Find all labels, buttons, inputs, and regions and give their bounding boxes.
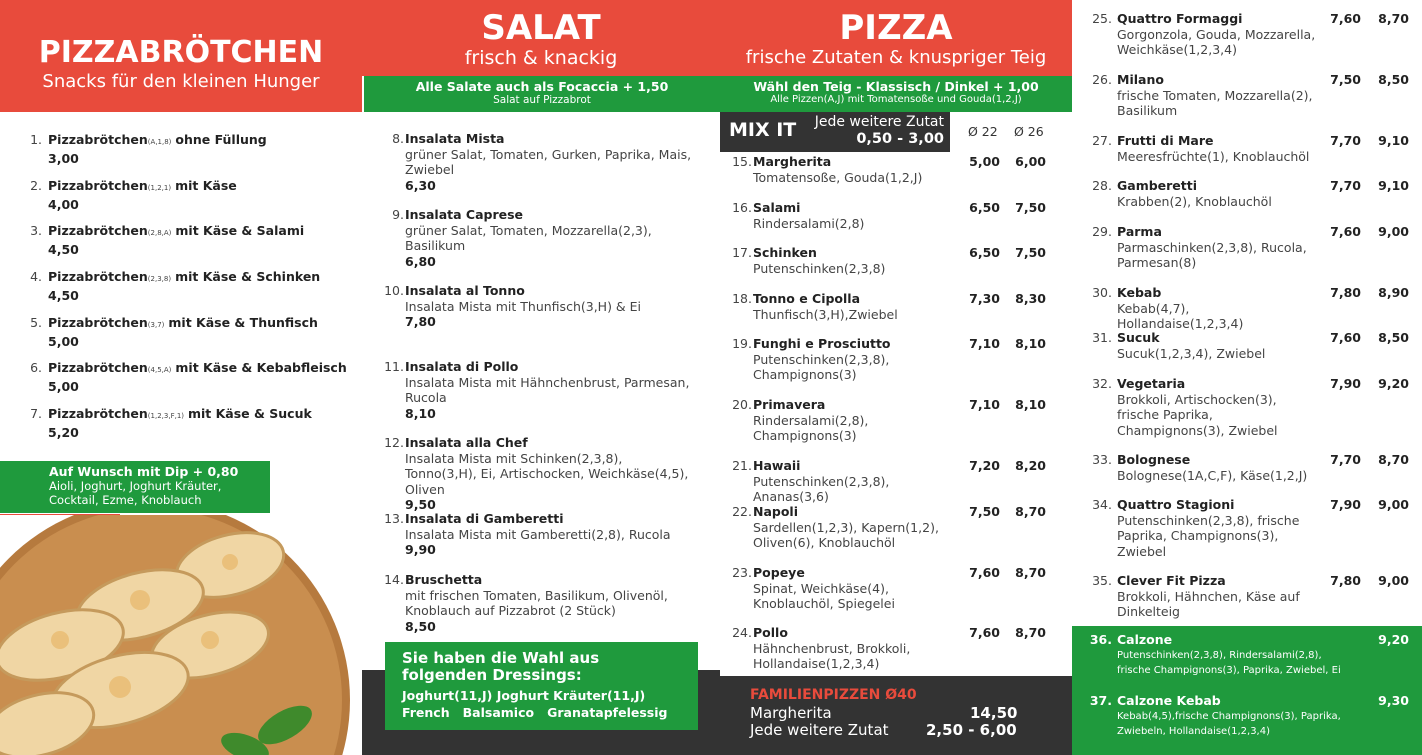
item-name: Schinken: [753, 245, 817, 260]
item-name: Pizzabrötchen: [48, 315, 148, 330]
item-name: Insalata al Tonno: [405, 283, 525, 298]
item-number: 23.: [732, 565, 752, 580]
item-name: Gamberetti: [1117, 178, 1198, 193]
item-number: 35.: [1092, 573, 1112, 588]
price-small: 7,60: [1330, 224, 1361, 239]
item-price: 3,00: [48, 150, 79, 166]
item-body: [1117, 178, 1317, 209]
item-desc: Rindersalami(2,8): [753, 215, 865, 231]
broetchen-item: [0, 178, 362, 218]
salat-banner: [364, 76, 720, 112]
item-allergens: (2,3,8): [147, 275, 172, 283]
item-variant: mit Käse: [175, 178, 237, 193]
item-price: 7,80: [405, 314, 436, 329]
item-allergens: (1,2,3,F,1): [147, 412, 184, 420]
item-price: 9,50: [405, 497, 436, 512]
item-body: [1117, 72, 1317, 119]
price-small: 7,90: [1330, 497, 1361, 512]
item-desc: Putenschinken(2,3,8): [753, 260, 886, 276]
item-number: 16.: [732, 200, 752, 215]
pizza-banner-text: Wähl den Teig - Klassisch / Dinkel + 1,00: [753, 79, 1039, 94]
item-body: [405, 359, 695, 421]
item-body: [1117, 573, 1317, 620]
price: 9,20: [1378, 632, 1409, 647]
pizza-item: [720, 565, 1072, 615]
item-desc: Putenschinken(2,3,8), Champignons(3): [753, 351, 890, 382]
mix-it-label: MIX IT: [729, 119, 797, 141]
broetchen-item: [0, 269, 362, 309]
item-number: 15.: [732, 154, 752, 169]
price-large: 8,50: [1378, 330, 1409, 345]
item-allergens: (A,1,8): [147, 138, 172, 146]
item-desc: Putenschinken(2,3,8), Ananas(3,6): [753, 473, 890, 504]
item-price: 5,00: [48, 333, 79, 349]
dip-title: Auf Wunsch mit Dip + 0,80: [49, 464, 239, 479]
pizza-item: [720, 245, 1072, 295]
price-large: 8,50: [1378, 72, 1409, 87]
pizza-item: [1072, 224, 1422, 284]
item-number: 24.: [732, 625, 752, 640]
salat-item: [362, 435, 720, 512]
item-price: 6,80: [405, 253, 436, 269]
price-large: 8,30: [1015, 291, 1046, 306]
salat-item: [362, 511, 720, 581]
item-name: Quattro Formaggi: [1117, 11, 1243, 26]
family-title: FAMILIENPIZZEN Ø40: [750, 687, 917, 703]
price-large: 8,90: [1378, 285, 1409, 300]
salat-banner-sub: Salat auf Pizzabrot: [493, 94, 591, 106]
item-body: [1117, 285, 1317, 332]
pizza-header: [720, 0, 1072, 76]
item-name: Calzone Kebab: [1117, 693, 1221, 708]
item-desc: Thunfisch(3,H),Zwiebel: [753, 306, 898, 322]
item-name: Margherita: [753, 154, 832, 169]
item-price: 9,90: [405, 542, 436, 557]
item-name: Popeye: [753, 565, 805, 580]
item-body: [405, 572, 695, 634]
item-number: 9.: [392, 207, 404, 222]
item-number: 5.: [30, 315, 42, 330]
item-allergens: (4,5,A): [147, 366, 172, 374]
item-line: [48, 269, 358, 288]
calzone-item: [1072, 693, 1422, 748]
item-price: 5,00: [48, 378, 79, 394]
price-small: 7,90: [1330, 376, 1361, 391]
item-name: Kebab: [1117, 285, 1162, 300]
item-price: 8,50: [405, 618, 436, 634]
price-small: 7,20: [969, 458, 1000, 473]
price-small: 7,70: [1330, 133, 1361, 148]
pizza-rolls-photo: [0, 515, 362, 755]
price-small: 7,10: [969, 397, 1000, 412]
item-body: [48, 178, 358, 212]
item-body: [405, 511, 695, 558]
item-body: [48, 406, 358, 440]
item-desc: Putenschinken(2,3,8), Rindersalami(2,8), frische Champignons(3), Paprika, Zwiebel, Ei: [1117, 649, 1341, 676]
item-name: Parma: [1117, 224, 1162, 239]
item-variant: mit Käse & Thunfisch: [168, 315, 318, 330]
item-body: [753, 458, 968, 505]
price-large: 9,20: [1378, 376, 1409, 391]
price-large: 9,10: [1378, 178, 1409, 193]
item-body: [753, 154, 968, 185]
item-name: Pizzabrötchen: [48, 223, 148, 238]
family-extra: Jede weitere Zutat: [750, 721, 889, 739]
broetchen-item: [0, 315, 362, 355]
price-small: 7,80: [1330, 573, 1361, 588]
item-name: Insalata Mista: [405, 131, 505, 146]
item-number: 10.: [384, 283, 404, 298]
item-name: Calzone: [1117, 632, 1173, 647]
dressing-line1: Joghurt(11,J) Joghurt Kräuter(11,J): [402, 688, 646, 703]
item-body: [753, 336, 968, 383]
item-body: [405, 131, 695, 193]
item-desc: Brokkoli, Hähnchen, Käse auf Dinkelteig: [1117, 588, 1300, 619]
salat-item: [362, 572, 720, 642]
price-small: 7,70: [1330, 178, 1361, 193]
item-price: 5,20: [48, 424, 79, 440]
item-desc: Brokkoli, Artischocken(3), frische Paprika, Champignons(3), Zwiebel: [1117, 391, 1278, 438]
item-number: 1.: [30, 132, 42, 147]
pizza-subtitle: frische Zutaten & knuspriger Teig: [745, 47, 1047, 68]
dressing-title: Sie haben die Wahl aus folgenden Dressings:: [402, 649, 600, 684]
item-name: Pizzabrötchen: [48, 406, 148, 421]
price-large: 8,10: [1015, 397, 1046, 412]
item-desc: Meeresfrüchte(1), Knoblauchöl: [1117, 148, 1310, 164]
item-desc: Kebab(4,7), Hollandaise(1,2,3,4): [1117, 300, 1244, 331]
salat-title: SALAT: [481, 8, 601, 48]
item-line: [48, 178, 358, 197]
pizza-item: [1072, 573, 1422, 633]
item-desc: Parmaschinken(2,3,8), Rucola, Parmesan(8): [1117, 239, 1307, 270]
item-allergens: (2,8,A): [147, 229, 172, 237]
size-large-label: Ø 26: [1014, 124, 1044, 139]
item-name: Insalata alla Chef: [405, 435, 528, 450]
item-name: Quattro Stagioni: [1117, 497, 1235, 512]
family-pizza-box: [720, 676, 1072, 755]
item-body: [1117, 452, 1317, 483]
pizza-title: PIZZA: [839, 8, 953, 48]
pizza-item: [720, 397, 1072, 447]
price-small: 7,50: [969, 504, 1000, 519]
pizza-banner-sub: Alle Pizzen(A,J) mit Tomatensoße und Gouda(1,2,J): [770, 94, 1022, 105]
item-number: 27.: [1092, 133, 1112, 148]
mix-it-price: 0,50 - 3,00: [856, 131, 944, 147]
item-name: Hawaii: [753, 458, 801, 473]
item-body: [48, 132, 358, 166]
item-allergens: (1,2,1): [147, 184, 172, 192]
price-small: 6,50: [969, 245, 1000, 260]
price-large: 9,10: [1378, 133, 1409, 148]
item-line: [48, 223, 358, 242]
item-desc: Insalata Mista mit Schinken(2,3,8), Tonno(3,H), Ei, Artischocken, Weichkäse(4,5), Oliven: [405, 450, 689, 497]
mix-it-text: Jede weitere Zutat: [814, 114, 944, 130]
item-number: 26.: [1092, 72, 1112, 87]
item-desc: frische Tomaten, Mozzarella(2), Basilikum: [1117, 87, 1313, 118]
item-desc: Insalata Mista mit Thunfisch(3,H) & Ei: [405, 298, 642, 314]
item-desc: Sardellen(1,2,3), Kapern(1,2), Oliven(6), Knoblauchöl: [753, 519, 939, 550]
price-small: 7,60: [1330, 330, 1361, 345]
item-desc: Insalata Mista mit Gamberetti(2,8), Rucola: [405, 526, 671, 542]
item-name: Pollo: [753, 625, 788, 640]
item-number: 34.: [1092, 497, 1112, 512]
item-line: [48, 132, 358, 151]
item-body: [1117, 497, 1317, 559]
item-desc: grüner Salat, Tomaten, Gurken, Paprika, Mais, Zwiebel: [405, 146, 692, 177]
item-name: Bolognese: [1117, 452, 1191, 467]
item-line: [48, 315, 358, 334]
item-desc: grüner Salat, Tomaten, Mozzarella(2,3), Basilikum: [405, 222, 652, 253]
salat-item: [362, 283, 720, 353]
item-desc: Hähnchenbrust, Brokkoli, Hollandaise(1,2,3,4): [753, 640, 911, 671]
item-desc: Tomatensoße, Gouda(1,2,J): [753, 169, 923, 185]
price-small: 7,60: [969, 625, 1000, 640]
item-price: 4,50: [48, 241, 79, 257]
pizza-item: [1072, 376, 1422, 436]
size-small-label: Ø 22: [968, 124, 998, 139]
item-number: 3.: [30, 223, 42, 238]
item-body: [1117, 632, 1357, 678]
item-number: 12.: [384, 435, 404, 450]
item-number: 25.: [1092, 11, 1112, 26]
item-name: Napoli: [753, 504, 799, 519]
price-large: 9,00: [1378, 224, 1409, 239]
item-desc: Rindersalami(2,8), Champignons(3): [753, 412, 869, 443]
price-small: 7,30: [969, 291, 1000, 306]
price-small: 5,00: [969, 154, 1000, 169]
price-large: 8,70: [1378, 452, 1409, 467]
item-desc: Spinat, Weichkäse(4), Knoblauchöl, Spiegelei: [753, 580, 895, 611]
item-body: [1117, 376, 1317, 438]
family-price: 14,50: [970, 704, 1018, 722]
item-desc: mit frischen Tomaten, Basilikum, Olivenöl, Knoblauch auf Pizzabrot (2 Stück): [405, 587, 668, 618]
pizza-item: [720, 504, 1072, 554]
item-body: [1117, 133, 1317, 164]
item-body: [753, 291, 968, 322]
item-number: 36.: [1089, 632, 1112, 647]
item-body: [405, 435, 695, 513]
item-number: 32.: [1092, 376, 1112, 391]
item-number: 7.: [30, 406, 42, 421]
item-name: Milano: [1117, 72, 1164, 87]
price-large: 8,20: [1015, 458, 1046, 473]
item-variant: mit Käse & Schinken: [175, 269, 321, 284]
item-body: [1117, 11, 1317, 58]
salat-item: [362, 359, 720, 429]
item-name: Pizzabrötchen: [48, 360, 148, 375]
item-line: [48, 406, 358, 425]
item-name: Salami: [753, 200, 801, 215]
item-desc: Putenschinken(2,3,8), frische Paprika, Champignons(3), Zwiebel: [1117, 512, 1300, 559]
price-small: 6,50: [969, 200, 1000, 215]
item-body: [405, 283, 695, 330]
pizza-item: [720, 154, 1072, 204]
item-body: [1117, 693, 1357, 739]
salat-banner-text: Alle Salate auch als Focaccia + 1,50: [415, 79, 669, 94]
item-name: Bruschetta: [405, 572, 483, 587]
pizza-item: [1072, 72, 1422, 132]
item-name: Clever Fit Pizza: [1117, 573, 1226, 588]
item-variant: mit Käse & Kebabfleisch: [175, 360, 347, 375]
item-number: 22.: [732, 504, 752, 519]
price-large: 6,00: [1015, 154, 1046, 169]
item-number: 37.: [1089, 693, 1112, 708]
item-body: [753, 625, 968, 672]
item-price: 8,10: [405, 405, 436, 421]
item-name: Vegetaria: [1117, 376, 1186, 391]
item-desc: Bolognese(1A,C,F), Käse(1,2,J): [1117, 467, 1308, 483]
pizza-item: [720, 458, 1072, 508]
item-number: 28.: [1092, 178, 1112, 193]
pizzabroetchen-header: [0, 0, 362, 112]
item-number: 4.: [30, 269, 42, 284]
item-body: [753, 504, 968, 551]
item-name: Insalata di Pollo: [405, 359, 519, 374]
item-desc: Gorgonzola, Gouda, Mozzarella, Weichkäse(1,2,3,4): [1117, 26, 1316, 57]
pizza-item: [1072, 497, 1422, 557]
price-large: 8,10: [1015, 336, 1046, 351]
item-name: Primavera: [753, 397, 826, 412]
price: 9,30: [1378, 693, 1409, 708]
broetchen-item: [0, 360, 362, 400]
item-body: [753, 565, 968, 612]
item-desc: Krabben(2), Knoblauchöl: [1117, 193, 1272, 209]
dressing-line2: French Balsamico Granatapfelessig: [402, 705, 668, 720]
item-body: [1117, 224, 1317, 271]
item-body: [753, 245, 968, 276]
item-body: [405, 207, 695, 269]
broetchen-item: [0, 223, 362, 263]
item-variant: ohne Füllung: [175, 132, 267, 147]
item-body: [1117, 330, 1317, 361]
pizza-item: [1072, 11, 1422, 71]
dip-text: Aioli, Joghurt, Joghurt Kräuter, Cocktail, Ezme, Knoblauch: [49, 479, 222, 507]
item-name: Insalata di Gamberetti: [405, 511, 564, 526]
item-number: 14.: [384, 572, 404, 587]
salat-item: [362, 131, 720, 201]
family-name: Margherita: [750, 704, 832, 722]
item-body: [48, 223, 358, 257]
item-name: Insalata Caprese: [405, 207, 524, 222]
item-number: 33.: [1092, 452, 1112, 467]
pizza-item: [720, 336, 1072, 386]
item-desc: Sucuk(1,2,3,4), Zwiebel: [1117, 345, 1266, 361]
price-large: 8,70: [1015, 625, 1046, 640]
item-name: Funghi e Prosciutto: [753, 336, 891, 351]
item-line: [48, 360, 358, 379]
price-large: 8,70: [1378, 11, 1409, 26]
price-large: 7,50: [1015, 245, 1046, 260]
item-name: Pizzabrötchen: [48, 132, 148, 147]
broetchen-item: [0, 132, 362, 172]
price-small: 7,70: [1330, 452, 1361, 467]
dressing-box: [385, 642, 698, 730]
price-small: 7,60: [969, 565, 1000, 580]
item-desc: Insalata Mista mit Hähnchenbrust, Parmesan, Rucola: [405, 374, 690, 405]
item-number: 2.: [30, 178, 42, 193]
item-price: 4,00: [48, 196, 79, 212]
item-name: Pizzabrötchen: [48, 269, 148, 284]
item-number: 6.: [30, 360, 42, 375]
price-large: 8,70: [1015, 504, 1046, 519]
price-small: 7,80: [1330, 285, 1361, 300]
item-body: [753, 200, 968, 231]
item-price: 4,50: [48, 287, 79, 303]
item-body: [753, 397, 968, 444]
mix-it-box: [720, 112, 950, 152]
item-number: 18.: [732, 291, 752, 306]
item-number: 29.: [1092, 224, 1112, 239]
price-small: 7,50: [1330, 72, 1361, 87]
family-extra-price: 2,50 - 6,00: [926, 721, 1017, 739]
item-number: 11.: [384, 359, 404, 374]
salat-subtitle: frisch & knackig: [464, 47, 618, 69]
salat-header: [362, 0, 720, 76]
item-allergens: (3,7): [147, 321, 165, 329]
pizzabroetchen-title: PIZZABRÖTCHEN: [38, 35, 324, 70]
item-name: Pizzabrötchen: [48, 178, 148, 193]
broetchen-item: [0, 406, 362, 446]
item-number: 30.: [1092, 285, 1112, 300]
item-number: 8.: [392, 131, 404, 146]
item-price: 6,30: [405, 177, 436, 193]
item-body: [48, 315, 358, 349]
price-large: 7,50: [1015, 200, 1046, 215]
pizza-item: [720, 291, 1072, 341]
price-large: 8,70: [1015, 565, 1046, 580]
item-name: Frutti di Mare: [1117, 133, 1214, 148]
pizzabroetchen-subtitle: Snacks für den kleinen Hunger: [42, 71, 320, 92]
item-number: 13.: [384, 511, 404, 526]
item-number: 21.: [732, 458, 752, 473]
price-large: 9,00: [1378, 497, 1409, 512]
item-desc: Kebab(4,5),frische Champignons(3), Paprika, Zwiebeln, Hollandaise(1,2,3,4): [1117, 710, 1341, 737]
pizza-item: [720, 625, 1072, 675]
item-variant: mit Käse & Salami: [175, 223, 305, 238]
item-number: 20.: [732, 397, 752, 412]
price-small: 7,10: [969, 336, 1000, 351]
salat-item: [362, 207, 720, 277]
item-body: [48, 360, 358, 394]
item-name: Tonno e Cipolla: [753, 291, 861, 306]
dip-box: [0, 461, 270, 513]
price-small: 7,60: [1330, 11, 1361, 26]
item-name: Sucuk: [1117, 330, 1160, 345]
item-number: 31.: [1092, 330, 1112, 345]
calzone-item: [1072, 632, 1422, 687]
pizza-item: [720, 200, 1072, 250]
price-large: 9,00: [1378, 573, 1409, 588]
pizza-banner: [720, 76, 1072, 112]
item-body: [48, 269, 358, 303]
item-variant: mit Käse & Sucuk: [187, 406, 312, 421]
item-number: 19.: [732, 336, 752, 351]
item-number: 17.: [732, 245, 752, 260]
